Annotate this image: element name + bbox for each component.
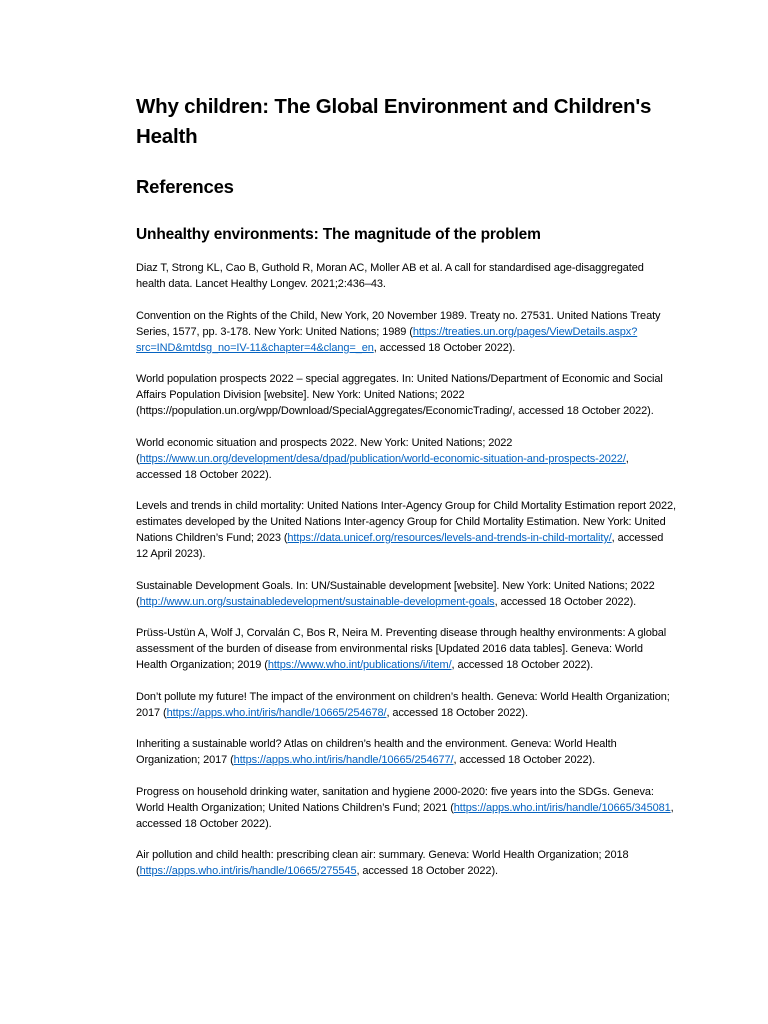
reference-item bbox=[136, 371, 676, 419]
reference-text-tail: , accessed 18 October 2022). bbox=[494, 595, 637, 608]
reference-item bbox=[136, 578, 676, 610]
reference-link[interactable]: https://apps.who.int/iris/handle/10665/275545 bbox=[139, 865, 357, 877]
reference-text-tail: , accessed 18 October 2022). bbox=[453, 754, 596, 766]
reference-text-tail: , accessed 12 April 2023). bbox=[136, 532, 664, 560]
reference-item bbox=[136, 625, 676, 673]
reference-text-tail: , accessed 18 October 2022). bbox=[373, 341, 516, 354]
reference-list bbox=[136, 260, 676, 879]
reference-item bbox=[136, 260, 676, 292]
reference-link[interactable]: http://www.un.org/sustainabledevelopment/sustainable-development-goals bbox=[139, 595, 495, 608]
reference-link[interactable]: https://apps.who.int/iris/handle/10665/254678/ bbox=[166, 706, 387, 719]
document-page bbox=[136, 92, 676, 895]
reference-text-tail: , accessed 18 October 2022). bbox=[356, 865, 498, 877]
reference-text: World economic situation and prospects 2022. New York: United Nations; 2022 ( bbox=[136, 436, 513, 465]
reference-text: Prüss-Ustün A, Wolf J, Corvalán C, Bos R, Neira M. Preventing disease through healthy environments: A global assessment of the burden of disease from environmental risks [Updated 2016 data tables]. Geneva: World Health Organization; 2019 ( bbox=[136, 627, 667, 671]
reference-text: Levels and trends in child mortality: United Nations Inter-Agency Group for Child Mortality Estimation report 2022, estimates developed by the United Nations Inter-agency Group for Child Mortality Estimation. New York: United Nations Children’s Fund; 2023 ( bbox=[136, 500, 676, 544]
reference-text: Diaz T, Strong KL, Cao B, Guthold R, Moran AC, Moller AB et al. A call for standardised age-disaggregated health data. Lancet Healthy Longev. 2021;2:436–43. bbox=[136, 262, 644, 290]
reference-text: Progress on household drinking water, sanitation and hygiene 2000-2020: five years into the SDGs. Geneva: World Health Organization; United Nations Children’s Fund; 2021 ( bbox=[136, 785, 654, 814]
reference-item bbox=[136, 736, 676, 768]
reference-link[interactable]: https://treaties.un.org/pages/ViewDetails.aspx?src=IND&mtdsg_no=IV-11&chapter=4&clang=_en bbox=[136, 325, 638, 354]
section-title-references: References bbox=[136, 176, 234, 197]
reference-link[interactable]: https://data.unicef.org/resources/levels-and-trends-in-child-mortality/ bbox=[287, 532, 612, 544]
reference-link[interactable]: https://apps.who.int/iris/handle/10665/254677/ bbox=[233, 754, 454, 766]
reference-text: Don’t pollute my future! The impact of the environment on children’s health. Geneva: World Health Organization; 2017 ( bbox=[136, 690, 670, 719]
reference-text: Inheriting a sustainable world? Atlas on children’s health and the environment. Geneva: World Health Organization; 2017 ( bbox=[136, 738, 617, 766]
reference-item bbox=[136, 784, 676, 832]
reference-item bbox=[136, 308, 676, 356]
reference-text-tail: , accessed 18 October 2022). bbox=[451, 659, 594, 671]
subsection-title: Unhealthy environments: The magnitude of the problem bbox=[136, 226, 541, 243]
document-title: Why children: The Global Environment and Children's Health bbox=[136, 95, 652, 148]
reference-link[interactable]: https://www.who.int/publications/i/item/ bbox=[267, 659, 452, 671]
reference-text-tail: , accessed 18 October 2022). bbox=[136, 801, 674, 830]
reference-item bbox=[136, 435, 676, 483]
reference-item bbox=[136, 847, 676, 879]
reference-link[interactable]: https://www.un.org/development/desa/dpad/publication/world-economic-situation-and-prospects-2022/ bbox=[139, 452, 626, 465]
reference-text: Air pollution and child health: prescribing clean air: summary. Geneva: World Health Organization; 2018 ( bbox=[136, 849, 629, 877]
reference-link[interactable]: https://apps.who.int/iris/handle/10665/345081 bbox=[453, 801, 671, 814]
reference-text: Sustainable Development Goals. In: UN/Sustainable development [website]. New York: United Nations; 2022 ( bbox=[136, 579, 655, 608]
reference-item bbox=[136, 498, 676, 562]
reference-text: World population prospects 2022 – special aggregates. In: United Nations/Department of Economic and Social Affairs Population Division [website]. New York: United Nations; 2022 (https://population.un.org/wpp/Download/SpecialAggregates/EconomicTrading/, accessed 18 October 2022). bbox=[136, 373, 663, 417]
reference-text: Convention on the Rights of the Child, New York, 20 November 1989. Treaty no. 27531. United Nations Treaty Series, 1577, pp. 3-178. New York: United Nations; 1989 ( bbox=[136, 309, 661, 338]
reference-item bbox=[136, 689, 676, 721]
reference-text-tail: , accessed 18 October 2022). bbox=[136, 452, 629, 481]
reference-text-tail: , accessed 18 October 2022). bbox=[386, 706, 528, 719]
